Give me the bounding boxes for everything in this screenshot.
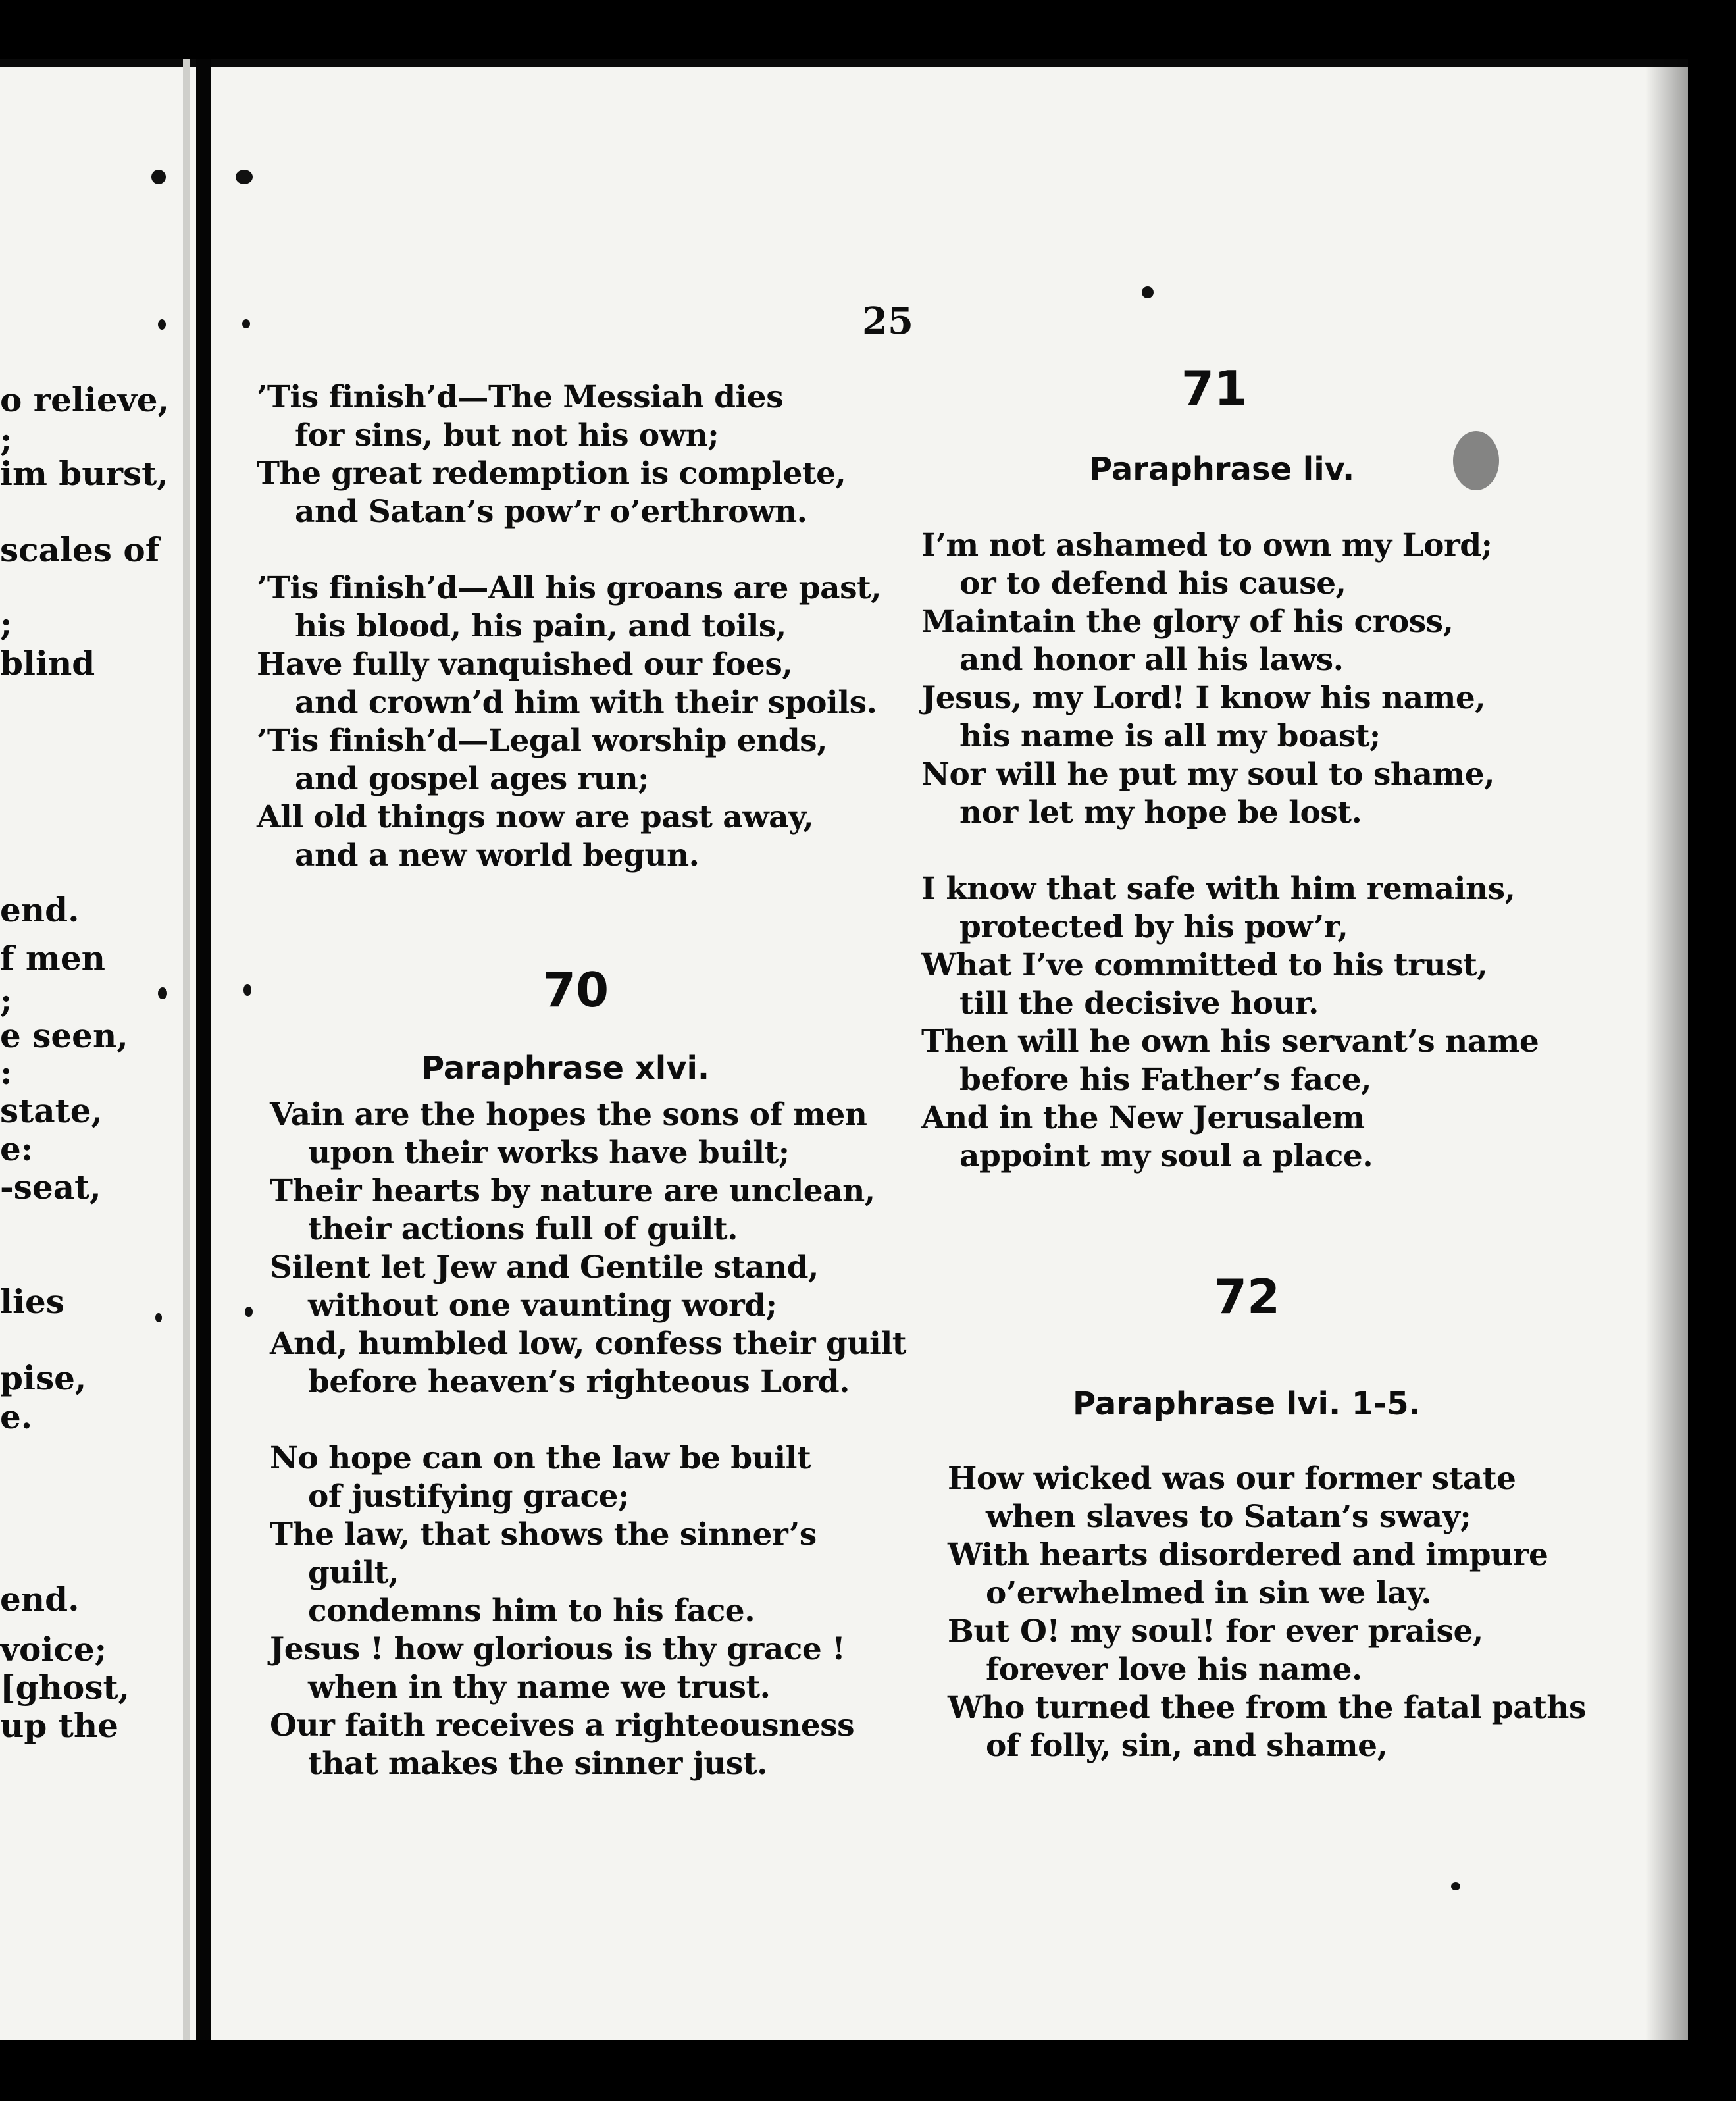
verse-line: Then will he own his servant’s name bbox=[921, 1024, 1539, 1060]
hymn-number: 70 bbox=[542, 962, 609, 1018]
left-fragment-line: e seen, bbox=[0, 1018, 128, 1054]
verse-line: The law, that shows the sinner’s bbox=[270, 1517, 817, 1553]
hymn-71-verses bbox=[921, 527, 1539, 1176]
hymn-70-verses bbox=[270, 1096, 906, 1783]
left-fragment-line: end. bbox=[0, 1581, 80, 1618]
verse-line: nor let my hope be lost. bbox=[959, 794, 1362, 831]
verse-line: How wicked was our former state bbox=[948, 1461, 1516, 1497]
left-page-edge bbox=[183, 59, 190, 2040]
left-fragment-line: : bbox=[0, 1054, 13, 1091]
hymn-title: Paraphrase lvi. 1-5. bbox=[1073, 1386, 1421, 1422]
verse-line: and gospel ages run; bbox=[295, 761, 650, 797]
verse-line: and crown’d him with their spoils. bbox=[295, 685, 877, 721]
left-fragment-line: end. bbox=[0, 892, 80, 929]
verse-line: for sins, but not his own; bbox=[295, 417, 719, 454]
left-fragment-line: e. bbox=[0, 1399, 33, 1436]
verse-line: Nor will he put my soul to shame, bbox=[921, 756, 1494, 792]
stanza-break bbox=[921, 832, 1539, 870]
left-fragment-line: pise, bbox=[0, 1360, 87, 1397]
ink-speck bbox=[1453, 431, 1499, 490]
page-shadow bbox=[1645, 59, 1688, 2040]
stanza-break bbox=[257, 531, 881, 569]
verse-line: when in thy name we trust. bbox=[308, 1669, 771, 1705]
verse-line: But O! my soul! for ever praise, bbox=[948, 1613, 1483, 1649]
verse-line: of justifying grace; bbox=[308, 1478, 629, 1515]
verse-line: appoint my soul a place. bbox=[959, 1138, 1373, 1174]
verse-line: With hearts disordered and impure bbox=[948, 1537, 1548, 1573]
verse-line: Silent let Jew and Gentile stand, bbox=[270, 1249, 819, 1285]
verse-line: Jesus, my Lord! I know his name, bbox=[921, 680, 1486, 716]
left-fragment-line: im burst, bbox=[0, 455, 168, 492]
page-number: 25 bbox=[862, 299, 913, 343]
left-fragment-line: state, bbox=[0, 1093, 103, 1129]
verse-line: guilt, bbox=[308, 1555, 399, 1591]
scan-border-bottom bbox=[0, 2040, 1736, 2101]
verse-line: All old things now are past away, bbox=[257, 799, 814, 835]
left-fragment-line: voice; bbox=[0, 1631, 107, 1668]
verse-line: Vain are the hopes the sons of men bbox=[270, 1097, 867, 1133]
left-fragment-line: lies bbox=[0, 1284, 64, 1320]
left-fragment-line: f men bbox=[0, 940, 105, 977]
verse-line: without one vaunting word; bbox=[308, 1287, 777, 1324]
verse-line: and Satan’s pow’r o’erthrown. bbox=[295, 494, 807, 530]
verse-line: ’Tis finish’d—The Messiah dies bbox=[257, 379, 784, 415]
verse-line: or to defend his cause, bbox=[959, 565, 1346, 602]
verse-line: ’Tis finish’d—Legal worship ends, bbox=[257, 723, 827, 759]
verse-line: and honor all his laws. bbox=[959, 642, 1344, 678]
left-fragment-line: up the bbox=[0, 1707, 118, 1744]
hymn-number: 71 bbox=[1181, 361, 1248, 416]
verse-line: that makes the sinner just. bbox=[308, 1746, 767, 1782]
verse-line: before heaven’s righteous Lord. bbox=[308, 1364, 850, 1400]
left-fragment-line: ; bbox=[0, 982, 13, 1019]
left-fragment-line: ; bbox=[0, 606, 13, 642]
verse-line: forever love his name. bbox=[986, 1651, 1362, 1688]
book-gutter bbox=[196, 59, 211, 2040]
verse-line: Jesus ! how glorious is thy grace ! bbox=[270, 1631, 846, 1667]
verse-line: And, humbled low, confess their guilt bbox=[270, 1326, 906, 1362]
left-fragment-line: o relieve, bbox=[0, 382, 169, 419]
verse-line: I’m not ashamed to own my Lord; bbox=[921, 527, 1493, 563]
verse-line: condemns him to his face. bbox=[308, 1593, 755, 1629]
ink-speck bbox=[1142, 286, 1154, 298]
verse-line: Who turned thee from the fatal paths bbox=[948, 1690, 1586, 1726]
ink-speck bbox=[158, 319, 166, 330]
verse-line: No hope can on the law be built bbox=[270, 1440, 811, 1476]
verse-line: when slaves to Satan’s sway; bbox=[986, 1499, 1471, 1535]
verse-line: o’erwhelmed in sin we lay. bbox=[986, 1575, 1432, 1611]
ink-speck bbox=[151, 170, 166, 184]
verse-line: Our faith receives a righteousness bbox=[270, 1707, 855, 1744]
verse-line: ’Tis finish’d—All his groans are past, bbox=[257, 570, 882, 606]
ink-speck bbox=[236, 170, 253, 184]
left-fragment-line: ; bbox=[0, 421, 13, 458]
ink-speck bbox=[245, 1307, 253, 1317]
column-left bbox=[257, 378, 881, 875]
stanza-break bbox=[270, 1401, 906, 1440]
verse-line: The great redemption is complete, bbox=[257, 455, 846, 492]
scan-border-right bbox=[1688, 0, 1736, 2101]
left-fragment-line: blind bbox=[0, 645, 95, 682]
verse-line: What I’ve committed to his trust, bbox=[921, 947, 1488, 983]
verse-line: of folly, sin, and shame, bbox=[986, 1728, 1388, 1764]
verse-line: and a new world begun. bbox=[295, 837, 700, 873]
verse-line: his blood, his pain, and toils, bbox=[295, 608, 786, 644]
hymn-number: 72 bbox=[1213, 1269, 1281, 1324]
left-fragment-line: scales of bbox=[0, 532, 160, 569]
left-fragment-line: [ghost, bbox=[0, 1669, 130, 1706]
verse-line: Maintain the glory of his cross, bbox=[921, 604, 1454, 640]
verse-line: his name is all my boast; bbox=[959, 718, 1381, 754]
verse-line: their actions full of guilt. bbox=[308, 1211, 738, 1247]
verse-line: I know that safe with him remains, bbox=[921, 871, 1516, 907]
verse-line: upon their works have built; bbox=[308, 1135, 790, 1171]
left-fragment-line: e: bbox=[0, 1131, 34, 1168]
hymn-72-verses bbox=[948, 1460, 1586, 1765]
hymn-title: Paraphrase liv. bbox=[1089, 451, 1355, 488]
verse-line: before his Father’s face, bbox=[959, 1062, 1371, 1098]
ink-speck bbox=[1451, 1882, 1460, 1890]
left-fragment-line: -seat, bbox=[0, 1169, 101, 1206]
verse-line: protected by his pow’r, bbox=[959, 909, 1348, 945]
verse-line: Their hearts by nature are unclean, bbox=[270, 1173, 875, 1209]
verse-line: till the decisive hour. bbox=[959, 985, 1319, 1022]
ink-speck bbox=[242, 319, 250, 328]
verse-line: Have fully vanquished our foes, bbox=[257, 646, 793, 683]
hymn-title: Paraphrase xlvi. bbox=[421, 1050, 710, 1087]
ink-speck bbox=[243, 984, 251, 996]
verse-line: And in the New Jerusalem bbox=[921, 1100, 1365, 1136]
